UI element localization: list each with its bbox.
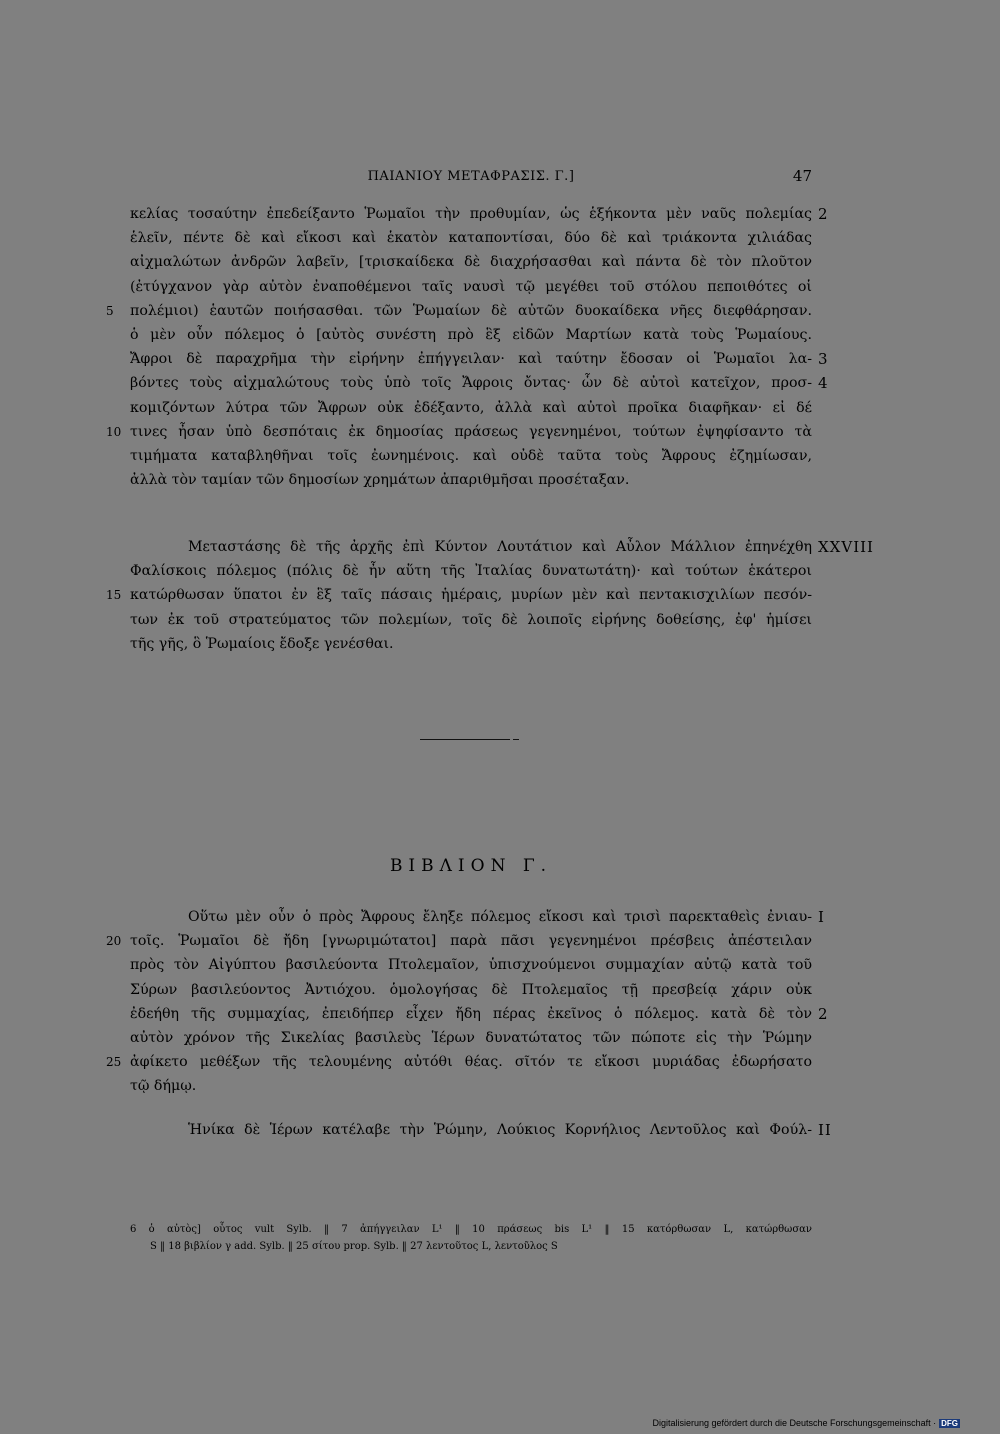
line-text: Ἄφροι δὲ παραχρῆμα τὴν εἰρήνην ἐπήγγειλαν· καὶ ταύτην ἔδοσαν οἱ Ῥωμαῖοι λα-: [130, 351, 812, 368]
line-text: Οὕτω μὲν οὖν ὁ πρὸς Ἄφρους ἔληξε πόλεμος εἴκοσι καὶ τρισὶ παρεκταθεὶς ἐνιαυ-: [188, 909, 812, 925]
text-line: [130, 632, 812, 656]
margin-section-number: 3: [818, 350, 829, 369]
text-line: [130, 444, 812, 468]
line-text: τινες ἦσαν ὑπὸ δεσπόταις ἐκ δημοσίας πράσεως γεγενημένοι, τούτων ἐψηφίσαντο τὰ: [130, 423, 812, 440]
line-text: (ἐτύγχανον γὰρ αὐτὸν ἐναποθέμενοι ταῖς ναυσὶ τῷ μεγέθει τοῦ στόλου πεποιθότες οἱ: [130, 278, 812, 295]
text-line: [130, 905, 825, 929]
line-text: ἑλεῖν, πέντε δὲ καὶ εἴκοσι καὶ ἑκατὸν καταποντίσαι, δύο δὲ καὶ τριάκοντα χιλιάδας: [130, 230, 812, 247]
text-block-1: [106, 202, 829, 492]
text-line: [106, 929, 812, 953]
footnotes: [130, 1221, 812, 1255]
line-text: των ἐκ τοῦ στρατεύματος τῶν πολεμίων, τοῖς δὲ λοιποῖς εἰρήνης δοθείσης, ἐφ' ἡμίσει: [130, 611, 812, 628]
text-block-4: [130, 1118, 832, 1142]
margin-section-number: 2: [818, 1004, 829, 1023]
text-block-3: [106, 905, 829, 1099]
line-number: 25: [106, 1055, 122, 1070]
line-text: πρὸς τὸν Αἰγύπτου βασιλεύοντα Πτολεμαῖον, ὑπισχνούμενοι συμμαχίαν αὐτῷ κατὰ τοῦ: [130, 957, 812, 974]
text-line: [106, 420, 812, 444]
header-title: ΠΑΙΑΝΙΟΥ ΜΕΤΑΦΡΑΣΙΣ. Γ.]: [367, 169, 575, 184]
section-divider-tail: [513, 739, 519, 740]
footnote-line: S ‖ 18 βιβλίον γ add. Sylb. ‖ 25 σίτου prop. Sylb. ‖ 27 λεντοῦτος L, λεντοῦλος S: [150, 1241, 558, 1252]
text-line: [130, 1118, 832, 1142]
text-line: [106, 583, 812, 607]
section-divider: [420, 739, 510, 741]
line-text: κατώρθωσαν ὕπατοι ἐν ἓξ ταῖς πάσαις ἡμέραις, μυρίων μὲν καὶ πεντακισχιλίων πεσόν-: [130, 587, 812, 604]
text-line: [106, 1050, 812, 1074]
margin-section-number: 4: [818, 374, 829, 393]
text-line: [106, 299, 812, 323]
text-line: [130, 250, 812, 274]
text-line: [130, 559, 812, 583]
text-line: [130, 953, 812, 977]
line-text: Ἡνίκα δὲ Ἱέρων κατέλαβε τὴν Ῥώμην, Λούκιος Κορνήλιος Λεντοῦλος καὶ Φούλ-: [188, 1122, 812, 1138]
footnote-line: 6 ὁ αὐτὸς] οὗτος vult Sylb. ‖ 7 ἀπήγγειλαν L¹ ‖ 10 πράσεως bis L¹ ‖ 15 κατόρθωσαν L, κατώρθωσαν: [130, 1224, 812, 1235]
text-line: [130, 1074, 812, 1098]
line-text: ὁ μὲν οὖν πόλεμος ὁ [αὐτὸς συνέστη πρὸ ἓξ εἰδῶν Μαρτίων κατὰ τοὺς Ῥωμαίους.: [130, 326, 812, 343]
line-text: τοῖς. Ῥωμαῖοι δὲ ἤδη [γνωριμώτατοι] παρὰ πᾶσι γεγενημένοι πρέσβεις ἀπέστειλαν: [130, 933, 812, 950]
line-text: κομιζόντων λύτρα τῶν Ἄφρων οὐκ ἐδέξαντο, ἀλλὰ καὶ αὐτοὶ προῖκα διαφῆκαν· εἰ δέ: [130, 399, 812, 416]
line-number: 20: [106, 934, 122, 949]
text-line: [130, 226, 812, 250]
line-text: τιμήματα καταβληθῆναι τοῖς ἐωνημένοις. καὶ οὐδὲ ταῦτα τοὺς Ἄφρους ἐζημίωσαν,: [130, 447, 812, 464]
line-text: Φαλίσκοις πόλεμος (πόλις δὲ ἦν αὕτη τῆς Ἰταλίας δυνατωτάτη)· καὶ τούτων ἑκάτεροι: [130, 563, 812, 580]
line-text: κελίας τοσαύτην ἐπεδείξαντο Ῥωμαῖοι τὴν προθυμίαν, ὡς ἑξήκοντα μὲν ναῦς πολεμίας: [130, 206, 812, 222]
line-number: 10: [106, 424, 122, 439]
line-text: τῆς γῆς, ὃ Ῥωμαίοις ἔδοξε γενέσθαι.: [130, 635, 394, 652]
margin-section-number: I: [818, 908, 825, 926]
text-line: [130, 978, 812, 1002]
dfg-logo: DFG: [941, 1419, 958, 1428]
margin-section-number: XXVIII: [818, 538, 874, 556]
line-text: αἰχμαλώτων ἀνδρῶν λαβεῖν, [τρισκαίδεκα δὲ διαχρήσασθαι καὶ πάντα δὲ τὸν πλοῦτον: [130, 254, 812, 271]
digitization-credit: [652, 1418, 960, 1428]
line-text: ἀλλὰ τὸν ταμίαν τῶν δημοσίων χρημάτων ἀπαριθμῆσαι προσέταξαν.: [130, 472, 630, 489]
running-header: [130, 164, 812, 188]
text-line: [130, 371, 829, 395]
line-text: βόντες τοὺς αἰχμαλώτους τοὺς ὑπὸ τοῖς Ἄφροις ὄντας· ὧν δὲ αὐτοὶ κατεῖχον, προσ-: [130, 375, 812, 392]
line-text: τῷ δήμῳ.: [130, 1078, 197, 1095]
line-number: 5: [106, 303, 114, 318]
line-text: ἀφίκετο μεθέξων τῆς τελουμένης αὐτόθι θέας. σῖτόν τε εἴκοσι μυριάδας ἐδωρήσατο: [130, 1054, 812, 1071]
text-line: [130, 1026, 812, 1050]
line-text: ἐδεήθη τῆς συμμαχίας, ἐπειδήπερ εἶχεν ἤδη πέρας ἐκεῖνος ὁ πόλεμος. κατὰ δὲ τὸν: [130, 1005, 812, 1022]
text-line: [130, 347, 829, 371]
text-line: [130, 608, 812, 632]
text-line: [130, 535, 874, 559]
text-line: [130, 275, 812, 299]
text-line: [130, 396, 812, 420]
line-text: Μεταστάσης δὲ τῆς ἀρχῆς ἐπὶ Κύντον Λουτάτιον καὶ Αὖλον Μάλλιον ἐπηνέχθη: [188, 539, 812, 555]
line-text: πολέμιοι) ἑαυτῶν ποιήσασθαι. τῶν Ῥωμαίων δὲ αὐτῶν δυοκαίδεκα νῆες διεφθάρησαν.: [130, 302, 812, 319]
line-text: Σύρων βασιλεύοντος Ἀντιόχου. ὁμολογήσας δὲ Πτολεμαῖος τῇ πρεσβείᾳ χάριν οὐκ: [130, 981, 812, 998]
line-text: αὐτὸν χρόνον τῆς Σικελίας βασιλεὺς Ἱέρων δυνατώτατος τῶν πώποτε εἰς τὴν Ῥώμην: [130, 1029, 812, 1046]
margin-section-number: 2: [818, 205, 829, 223]
text-block-2: [106, 535, 874, 656]
page-number: 47: [792, 167, 812, 185]
digitization-text: Digitalisierung gefördert durch die Deutsche Forschungsgemeinschaft ·: [652, 1418, 937, 1428]
text-line: [130, 1002, 829, 1026]
text-line: [130, 202, 829, 226]
margin-section-number: II: [818, 1121, 832, 1139]
book-title: ΒΙΒΛΙΟΝ Γ.: [389, 856, 553, 876]
text-line: [130, 323, 812, 347]
line-number: 15: [106, 588, 122, 603]
text-line: [130, 468, 812, 492]
